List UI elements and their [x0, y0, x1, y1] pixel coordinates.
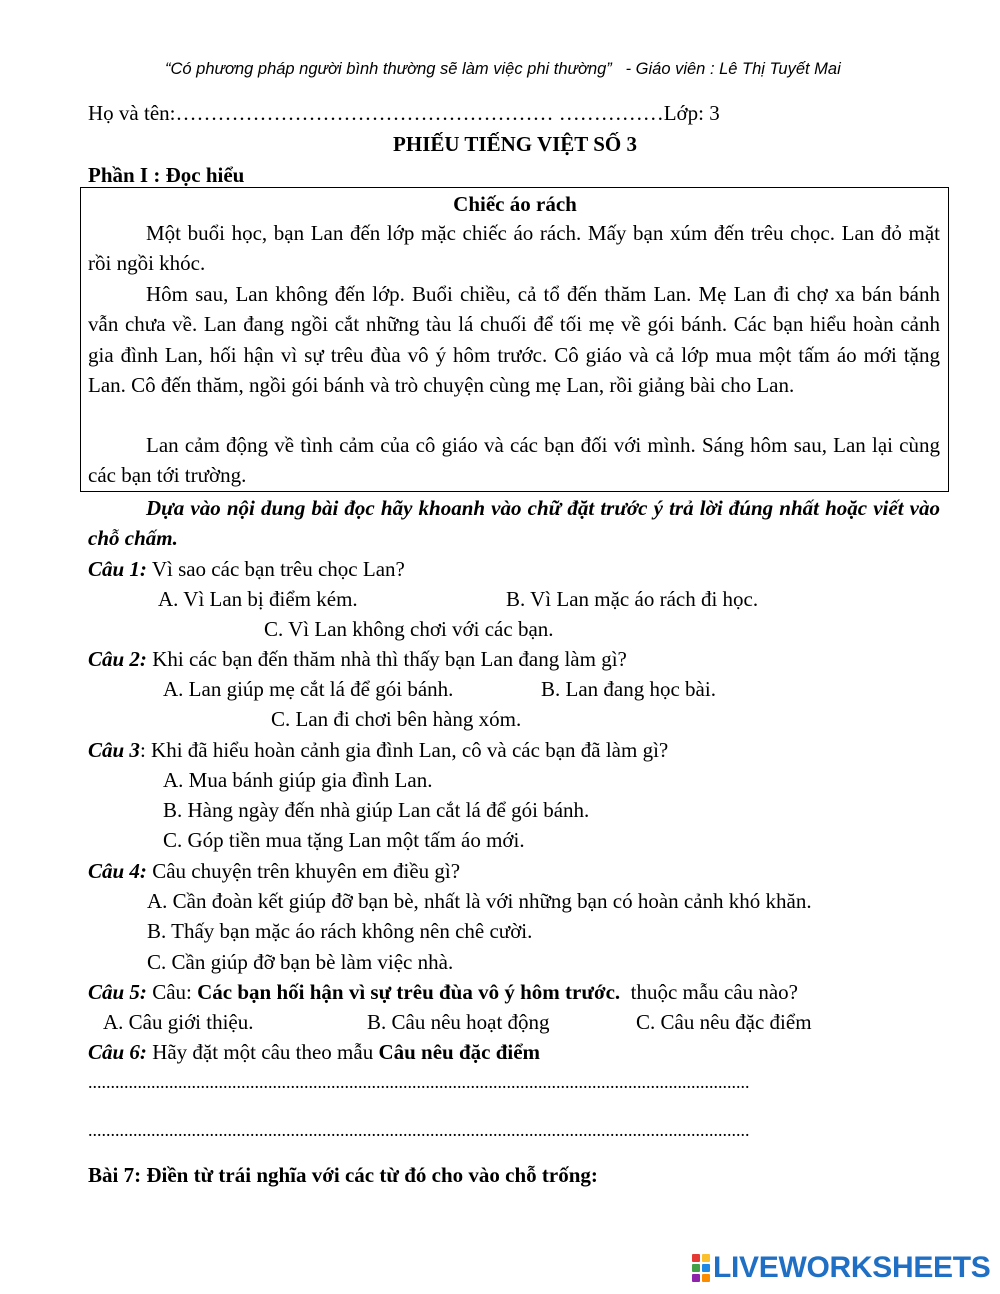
- q2-option-c[interactable]: C. Lan đi chơi bên hàng xóm.: [271, 707, 522, 731]
- question-label: Câu 2:: [88, 647, 147, 671]
- question-sentence: Các bạn hối hận vì sự trêu đùa vô ý hôm trước.: [197, 980, 621, 1004]
- question-6: [88, 1042, 540, 1063]
- q6-answer-line-1[interactable]: ...................................................................................................................................................: [88, 1073, 750, 1091]
- q4-option-c[interactable]: C. Cần giúp đỡ bạn bè làm việc nhà.: [147, 950, 454, 974]
- page-title: PHIẾU TIẾNG VIỆT SỐ 3: [393, 132, 637, 156]
- q2-option-b[interactable]: B. Lan đang học bài.: [541, 677, 716, 701]
- question-text: : Khi đã hiểu hoàn cảnh gia đình Lan, cô và các bạn đã làm gì?: [139, 738, 669, 762]
- question-4: [88, 861, 460, 882]
- question-3: [88, 740, 668, 761]
- question-1: [88, 559, 405, 580]
- question-text-end: thuộc mẫu câu nào?: [630, 980, 798, 1004]
- q3-option-a[interactable]: A. Mua bánh giúp gia đình Lan.: [163, 768, 433, 792]
- q2-option-a[interactable]: A. Lan giúp mẹ cắt lá để gói bánh.: [163, 677, 454, 701]
- q1-option-a[interactable]: A. Vì Lan bị điểm kém.: [158, 587, 358, 611]
- story-paragraph-2: Hôm sau, Lan không đến lớp. Buổi chiều, cả tổ đến thăm Lan. Mẹ Lan đi chợ xa bán bánh vẫn chưa về. Lan đang ngồi cắt những tàu lá chuối để tối mẹ về gói bánh. Các bạn hiểu hoàn cảnh gia đình Lan, hối hận vì sự trêu đùa vô ý hôm trước. Cô giáo và cả lớp mua một tấm áo mới tặng Lan. Cô đến thăm, ngồi gói bánh và trò chuyện cùng mẹ Lan, rồi giảng bài cho Lan.: [88, 282, 940, 397]
- logo-square-icon: [692, 1274, 700, 1282]
- question-text: Hãy đặt một câu theo mẫu: [152, 1040, 374, 1064]
- question-text: Vì sao các bạn trêu chọc Lan?: [151, 557, 405, 581]
- brand-name: LIVEWORKSHEETS: [713, 1251, 991, 1284]
- question-text: Khi các bạn đến thăm nhà thì thấy bạn Lan đang làm gì?: [152, 647, 627, 671]
- q4-option-b[interactable]: B. Thấy bạn mặc áo rách không nên chê cười.: [147, 919, 533, 943]
- question-label: Câu 4:: [88, 859, 147, 883]
- question-label: Câu 5:: [88, 980, 147, 1004]
- instruction: Dựa vào nội dung bài đọc hãy khoanh vào chữ đặt trước ý trả lời đúng nhất hoặc viết vào chỗ chấm.: [88, 496, 940, 551]
- q3-option-b[interactable]: B. Hàng ngày đến nhà giúp Lan cắt lá để gói bánh.: [163, 798, 590, 822]
- teacher-credit: - Giáo viên : Lê Thị Tuyết Mai: [625, 60, 841, 78]
- logo-square-icon: [692, 1254, 700, 1262]
- q1-option-c[interactable]: C. Vì Lan không chơi với các bạn.: [264, 617, 554, 641]
- motto: “Có phương pháp người bình thường sẽ làm việc phi thường”: [165, 60, 612, 78]
- q5-option-a[interactable]: A. Câu giới thiệu.: [103, 1010, 254, 1034]
- logo-square-icon: [702, 1274, 710, 1282]
- student-info-line: Họ và tên:……………………………………………… ……………Lớp: 3: [88, 101, 720, 125]
- question-label: Câu 1:: [88, 557, 147, 581]
- story-paragraph-3: Lan cảm động về tình cảm của cô giáo và các bạn đối với mình. Sáng hôm sau, Lan lại cùng các bạn tới trường.: [88, 433, 940, 488]
- logo-square-icon: [692, 1264, 700, 1272]
- story-title: Chiếc áo rách: [453, 192, 577, 216]
- question-text: Câu:: [152, 980, 192, 1004]
- question-2: [88, 649, 627, 670]
- q1-option-b[interactable]: B. Vì Lan mặc áo rách đi học.: [506, 587, 759, 611]
- logo-mark-icon: [692, 1254, 710, 1282]
- q6-answer-line-2[interactable]: ...................................................................................................................................................: [88, 1121, 750, 1139]
- q5-option-b[interactable]: B. Câu nêu hoạt động: [367, 1010, 550, 1034]
- header-quote: [165, 61, 841, 78]
- exercise-7-heading: Bài 7: Điền từ trái nghĩa với các từ đó cho vào chỗ trống:: [88, 1163, 598, 1187]
- liveworksheets-logo: [692, 1252, 991, 1284]
- q5-option-c[interactable]: C. Câu nêu đặc điểm: [636, 1010, 812, 1034]
- question-label: Câu 3: [88, 738, 140, 762]
- logo-square-icon: [702, 1254, 710, 1262]
- story-paragraph-1: Một buổi học, bạn Lan đến lớp mặc chiếc áo rách. Mấy bạn xúm đến trêu chọc. Lan đỏ mặt rồi ngồi khóc.: [88, 221, 940, 276]
- section-heading: Phần I : Đọc hiểu: [88, 163, 245, 187]
- logo-square-icon: [702, 1264, 710, 1272]
- question-5: [88, 982, 798, 1003]
- question-pattern: Câu nêu đặc điểm: [378, 1040, 541, 1064]
- question-label: Câu 6:: [88, 1040, 147, 1064]
- q4-option-a[interactable]: A. Cần đoàn kết giúp đỡ bạn bè, nhất là với những bạn có hoàn cảnh khó khăn.: [147, 889, 812, 913]
- q3-option-c[interactable]: C. Góp tiền mua tặng Lan một tấm áo mới.: [163, 828, 525, 852]
- question-text: Câu chuyện trên khuyên em điều gì?: [152, 859, 461, 883]
